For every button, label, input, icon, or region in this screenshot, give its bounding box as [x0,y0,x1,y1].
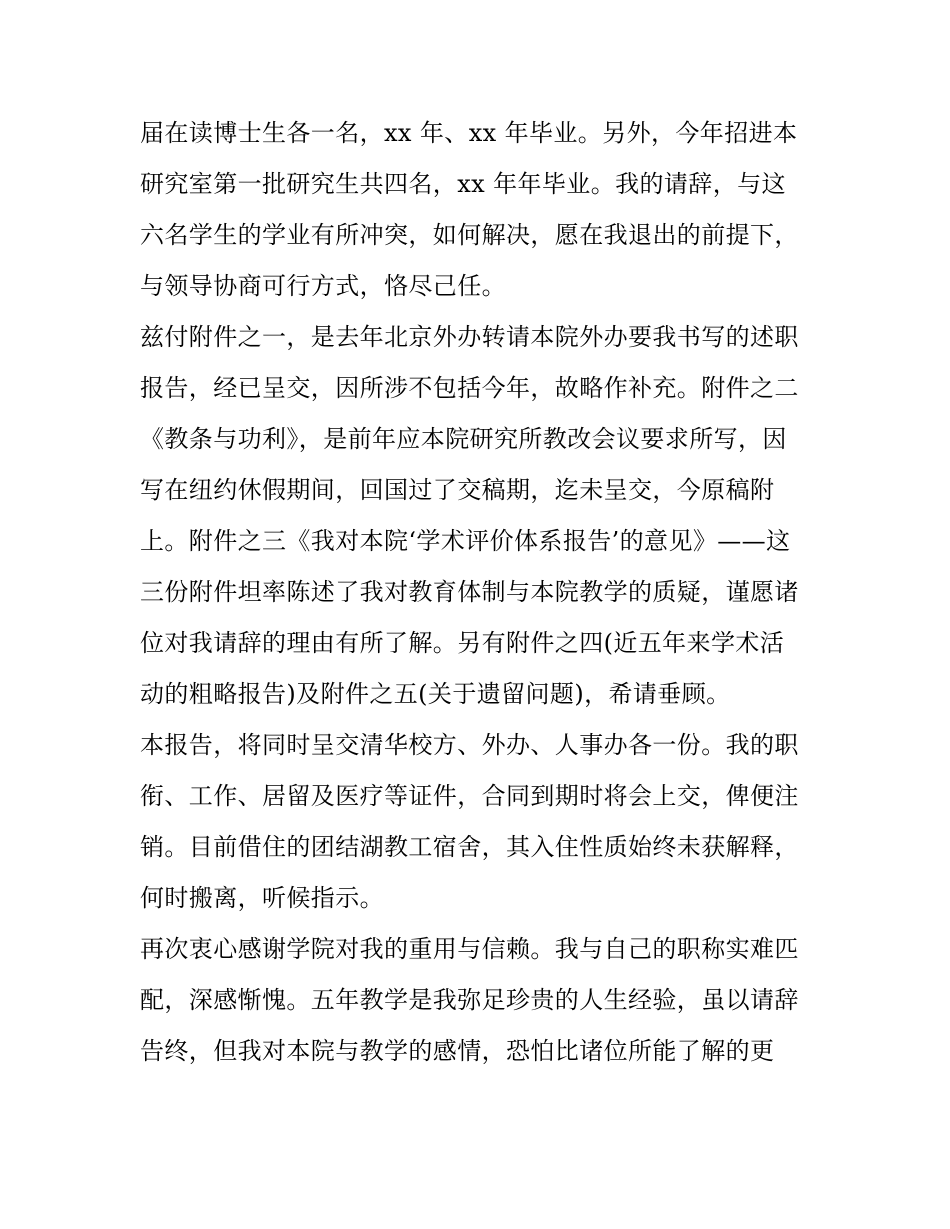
text-line: 本报告，将同时呈交清华校方、外办、人事办各一份。我的职 [140,731,799,759]
text-line: 《教条与功利》，是前年应本院研究所教改会议要求所写，因 [140,425,787,453]
text-line: 衔、工作、居留及医疗等证件，合同到期时将会上交，俾便注 [140,782,799,810]
text-line: 上。附件之三《我对本院‘学术评价体系报告’的意见》——这 [140,527,791,555]
text-line: 与领导协商可行方式，恪尽己任。 [140,272,506,300]
text-line: 动的粗略报告)及附件之五(关于遗留问题)，希请垂顾。 [140,680,731,708]
text-line: 配，深感惭愧。五年教学是我弥足珍贵的人生经验，虽以请辞 [140,986,799,1014]
text-line: 销。目前借住的团结湖教工宿舍，其入住性质始终未获解释， [140,833,799,861]
text-line: 报告，经已呈交，因所涉不包括今年，故略作补充。附件之二 [140,374,799,402]
text-line: 届在读博士生各一名，xx 年、xx 年毕业。另外，今年招进本 [140,119,798,147]
body-text [140,108,820,1077]
text-line: 三份附件坦率陈述了我对教育体制与本院教学的质疑，谨愿诸 [140,578,799,606]
text-line: 告终，但我对本院与教学的感情，恐怕比诸位所能了解的更 [140,1037,775,1065]
text-line: 六名学生的学业有所冲突，如何解决，愿在我退出的前提下， [140,221,799,249]
text-line: 兹付附件之一，是去年北京外办转请本院外办要我书写的述职 [140,323,799,351]
text-line: 研究室第一批研究生共四名，xx 年年毕业。我的请辞，与这 [140,170,786,198]
text-line: 位对我请辞的理由有所了解。另有附件之四(近五年来学术活 [140,629,785,657]
text-line: 何时搬离，听候指示。 [140,884,384,912]
text-line: 再次衷心感谢学院对我的重用与信赖。我与自己的职称实难匹 [140,935,799,963]
text-line: 写在纽约休假期间，回国过了交稿期，迄未呈交，今原稿附 [140,476,775,504]
